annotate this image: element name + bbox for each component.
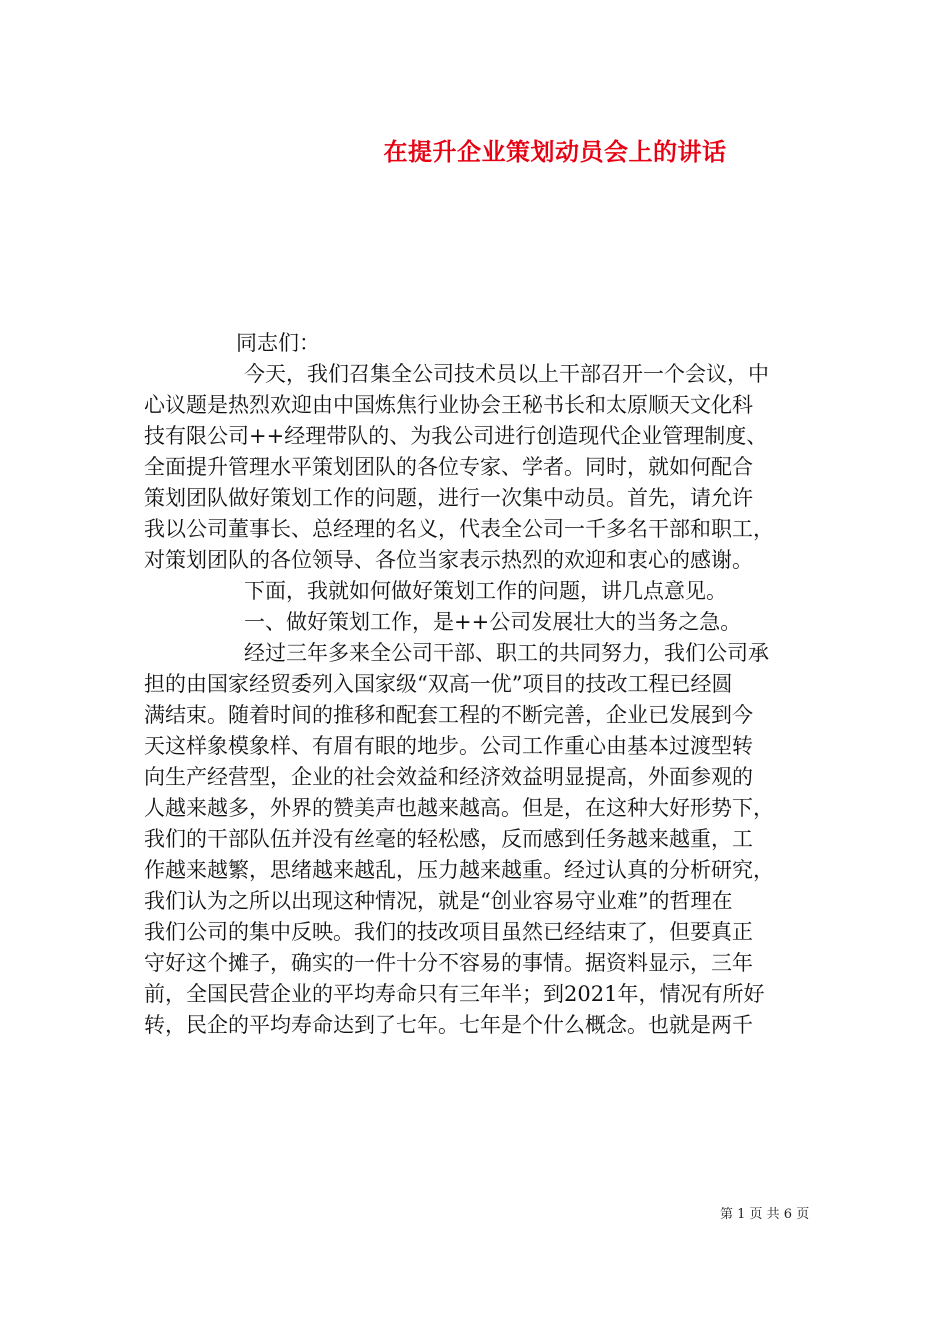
paragraph-line: 我以公司董事长、总经理的名义，代表全公司一千多名干部和职工，	[144, 517, 774, 541]
paragraph-line: 下面，我就如何做好策划工作的问题，讲几点意见。	[244, 579, 727, 603]
paragraph-line: 转，民企的平均寿命达到了七年。七年是个什么概念。也就是两千	[144, 1013, 753, 1037]
paragraph-line: 今天，我们召集全公司技术员以上干部召开一个会议，中	[244, 362, 769, 386]
paragraph-line: 守好这个摊子，确实的一件十分不容易的事情。据资料显示，三年	[144, 951, 753, 975]
paragraph-line: 经过三年多来全公司干部、职工的共同努力，我们公司承	[244, 641, 769, 665]
paragraph-line: 策划团队做好策划工作的问题，进行一次集中动员。首先，请允许	[144, 486, 753, 510]
paragraph-line: 全面提升管理水平策划团队的各位专家、学者。同时，就如何配合	[144, 455, 753, 479]
section-heading: 一、做好策划工作，是++公司发展壮大的当务之急。	[244, 610, 742, 634]
paragraph-line: 人越来越多，外界的赞美声也越来越高。但是，在这种大好形势下，	[144, 796, 774, 820]
paragraph-line: 对策划团队的各位领导、各位当家表示热烈的欢迎和衷心的感谢。	[144, 548, 753, 572]
paragraph-line: 我们公司的集中反映。我们的技改项目虽然已经结束了，但要真正	[144, 920, 753, 944]
paragraph-line: 担的由国家经贸委列入国家级“双高一优”项目的技改工程已经圆	[144, 672, 733, 696]
paragraph-line: 我们认为之所以出现这种情况，就是“创业容易守业难”的哲理在	[144, 889, 733, 913]
document-title: 在提升企业策划动员会上的讲话	[383, 137, 727, 166]
paragraph-line: 技有限公司++经理带队的、为我公司进行创造现代企业管理制度、	[144, 424, 768, 448]
paragraph-line: 向生产经营型，企业的社会效益和经济效益明显提高，外面参观的	[144, 765, 753, 789]
document-body	[144, 328, 824, 1041]
paragraph-line: 作越来越繁，思绪越来越乱，压力越来越重。经过认真的分析研究，	[144, 858, 774, 882]
page-number: 第 1 页 共 6 页	[720, 1207, 810, 1222]
paragraph-line: 前，全国民营企业的平均寿命只有三年半；到2021年，情况有所好	[144, 982, 765, 1006]
paragraph-line: 我们的干部队伍并没有丝毫的轻松感，反而感到任务越来越重，工	[144, 827, 753, 851]
paragraph-line: 心议题是热烈欢迎由中国炼焦行业协会王秘书长和太原顺天文化科	[144, 393, 753, 417]
salutation: 同志们：	[236, 331, 320, 355]
paragraph-line: 天这样象模象样、有眉有眼的地步。公司工作重心由基本过渡型转	[144, 734, 753, 758]
paragraph-line: 满结束。随着时间的推移和配套工程的不断完善，企业已发展到今	[144, 703, 753, 727]
